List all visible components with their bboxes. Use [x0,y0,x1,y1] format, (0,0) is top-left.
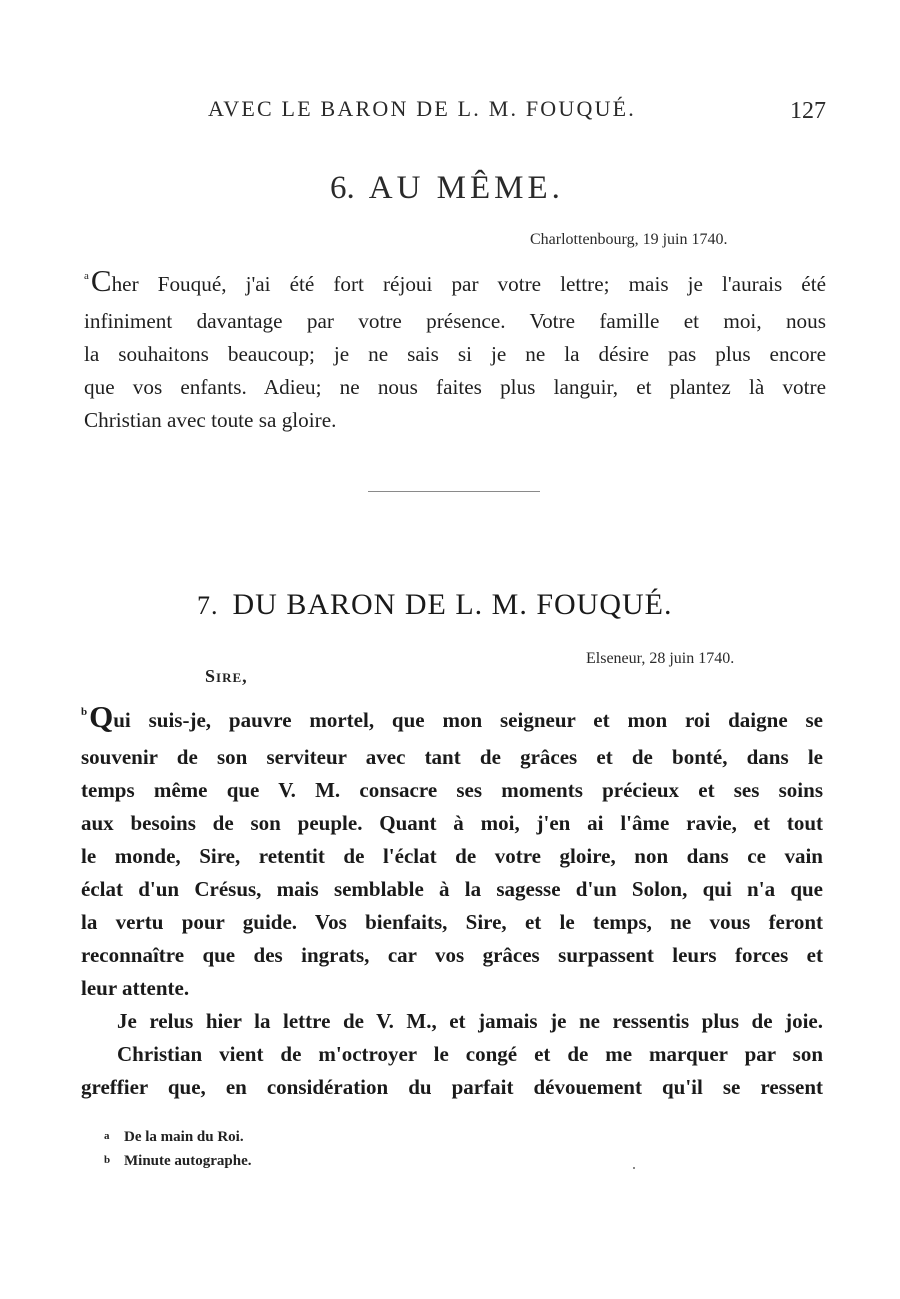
letter-7-line: souvenir de son serviteur avec tant de grâces et de bonté, dans le [81,745,823,769]
letter-7-line: temps même que V. M. consacre ses moments précieux et ses soins [81,778,823,802]
letter-7-line: Je relus hier la lettre de V. M., et jamais je ne ressentis plus de joie. [117,1009,823,1033]
paper-speck [633,1167,635,1169]
letter-6-line: Christian avec toute sa gloire. [84,408,337,432]
letter-7-title: DU BARON DE L. M. FOUQUÉ. [232,588,673,621]
footnote-text: Minute autographe. [124,1153,252,1169]
footnotes [104,1125,252,1173]
letter-7-line: greffier que, en considération du parfait dévouement qu'il se ressent [81,1075,823,1099]
footnote [104,1125,252,1149]
letter-6-line: infiniment davantage par votre présence. Votre famille et moi, nous [84,309,826,333]
footnote-mark: b [104,1154,111,1166]
footnote-text: De la main du Roi. [124,1129,244,1145]
letter-7-line: le monde, Sire, retentit de l'éclat de votre gloire, non dans ce vain [81,844,823,868]
letter-7-dropcap: Q [89,699,114,734]
letter-6-line [84,263,826,305]
letter-7-body [81,699,823,1104]
letter-6-line: la souhaitons beaucoup; je ne sais si je ne la désire pas plus encore [84,342,826,366]
footnote-mark-b: b [81,706,88,718]
letter-7-line: aux besoins de son peuple. Quant à moi, j'en ai l'âme ravie, et tout [81,811,823,835]
letter-6-line: que vos enfants. Adieu; ne nous faites plus languir, et plantez là votre [84,375,826,399]
letter-7-line: Christian vient de m'octroyer le congé et de me marquer par son [117,1042,823,1066]
letter-7-salutation: Sire, [205,666,248,686]
letter-7-line [81,699,823,741]
footnote-mark-a: a [84,270,89,282]
section-divider [368,491,540,492]
letter-6-body [84,263,826,437]
letter-7-place-date: Elseneur, 28 juin 1740. [586,650,735,667]
footnote [104,1149,252,1173]
letter-6-place-date: Charlottenbourg, 19 juin 1740. [530,231,728,248]
letter-6-dropcap: C [90,263,112,298]
page-number: 127 [790,98,826,124]
running-title: AVEC LE BARON DE L. M. FOUQUÉ. [208,96,636,121]
letter-6-heading [330,170,564,207]
letter-7-line: reconnaître que des ingrats, car vos grâces surpassent leurs forces et [81,943,823,967]
letter-7-heading [197,588,673,622]
letter-7-line-text: ui suis-je, pauvre mortel, que mon seigneur et mon roi daigne se [113,708,823,732]
letter-7-line: la vertu pour guide. Vos bienfaits, Sire, et le temps, ne vous feront [81,910,823,934]
footnote-mark: a [104,1130,110,1142]
letter-6-title: AU MÊME. [368,170,564,206]
letter-7-line: éclat d'un Crésus, mais semblable à la sagesse d'un Solon, qui n'a que [81,877,823,901]
letter-7-number: 7. [197,591,219,620]
letter-6-number: 6. [330,170,355,206]
letter-6-line-text: her Fouqué, j'ai été fort réjoui par votre lettre; mais je l'aurais été [111,272,826,296]
letter-7-line: leur attente. [81,976,190,1000]
